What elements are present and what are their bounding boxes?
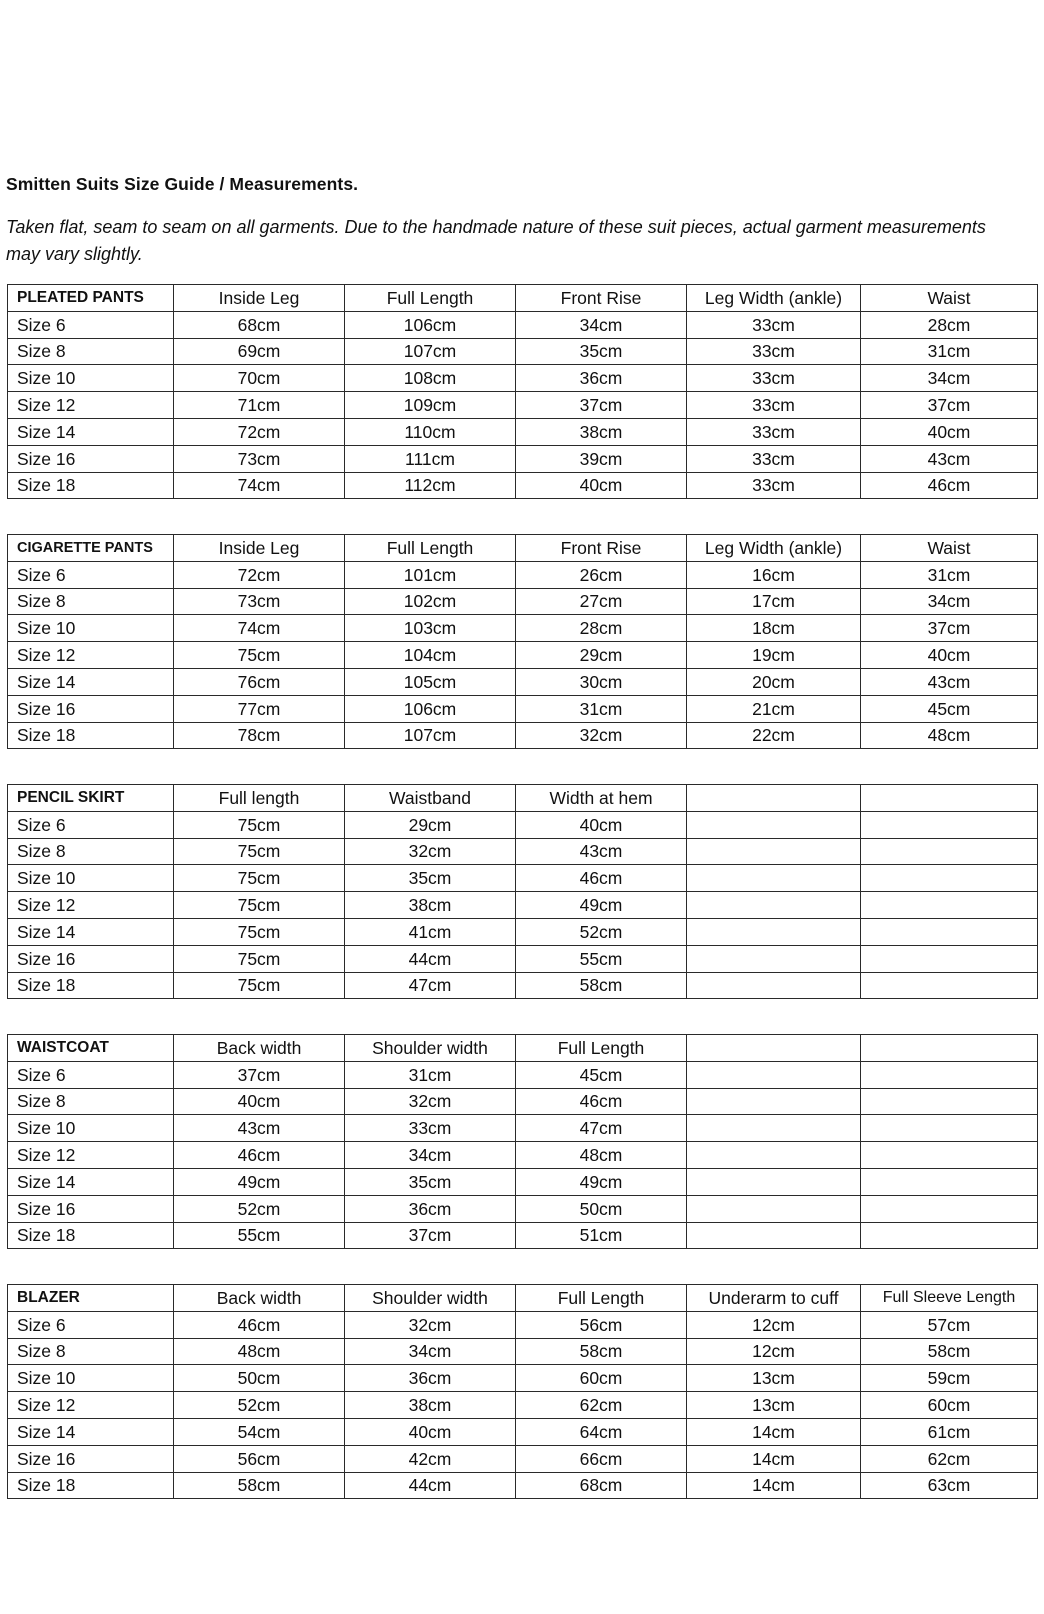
size-label: Size 8 bbox=[8, 838, 174, 865]
empty-cell bbox=[687, 1115, 861, 1142]
size-label: Size 6 bbox=[8, 311, 174, 338]
empty-cell bbox=[687, 785, 861, 812]
size-label: Size 6 bbox=[8, 1311, 174, 1338]
size-label: Size 8 bbox=[8, 338, 174, 365]
size-label: Size 14 bbox=[8, 418, 174, 445]
measurement-cell: 12cm bbox=[687, 1338, 861, 1365]
column-header: Leg Width (ankle) bbox=[687, 285, 861, 312]
measurement-cell: 50cm bbox=[516, 1195, 687, 1222]
empty-cell bbox=[687, 1222, 861, 1249]
measurement-cell: 58cm bbox=[861, 1338, 1038, 1365]
measurement-cell: 28cm bbox=[516, 615, 687, 642]
garment-name: PENCIL SKIRT bbox=[8, 785, 174, 812]
empty-cell bbox=[687, 1168, 861, 1195]
waistcoat-table bbox=[7, 1034, 1038, 1249]
measurement-cell: 72cm bbox=[174, 561, 345, 588]
table-row bbox=[8, 945, 1038, 972]
column-header: Full Length bbox=[516, 1285, 687, 1312]
size-label: Size 16 bbox=[8, 445, 174, 472]
measurement-cell: 32cm bbox=[345, 1088, 516, 1115]
empty-cell bbox=[861, 1088, 1038, 1115]
measurement-cell: 37cm bbox=[174, 1061, 345, 1088]
measurement-cell: 30cm bbox=[516, 668, 687, 695]
measurement-cell: 110cm bbox=[345, 418, 516, 445]
measurement-cell: 36cm bbox=[345, 1365, 516, 1392]
measurement-cell: 31cm bbox=[345, 1061, 516, 1088]
measurement-cell: 51cm bbox=[516, 1222, 687, 1249]
measurement-cell: 13cm bbox=[687, 1392, 861, 1419]
garment-name: BLAZER bbox=[8, 1285, 174, 1312]
measurement-cell: 32cm bbox=[516, 722, 687, 749]
measurement-cell: 106cm bbox=[345, 311, 516, 338]
table-row bbox=[8, 588, 1038, 615]
measurement-cell: 68cm bbox=[516, 1472, 687, 1499]
size-label: Size 14 bbox=[8, 1168, 174, 1195]
table-row bbox=[8, 1222, 1038, 1249]
measurement-cell: 14cm bbox=[687, 1418, 861, 1445]
table-row bbox=[8, 722, 1038, 749]
size-label: Size 18 bbox=[8, 972, 174, 999]
measurement-cell: 75cm bbox=[174, 972, 345, 999]
table-row bbox=[8, 865, 1038, 892]
measurement-cell: 60cm bbox=[861, 1392, 1038, 1419]
measurement-cell: 58cm bbox=[516, 972, 687, 999]
garment-name: PLEATED PANTS bbox=[8, 285, 174, 312]
size-label: Size 16 bbox=[8, 695, 174, 722]
measurement-cell: 33cm bbox=[687, 445, 861, 472]
measurement-cell: 33cm bbox=[687, 392, 861, 419]
table-row bbox=[8, 392, 1038, 419]
measurement-cell: 54cm bbox=[174, 1418, 345, 1445]
table-row bbox=[8, 1418, 1038, 1445]
measurement-cell: 29cm bbox=[345, 811, 516, 838]
column-header: Underarm to cuff bbox=[687, 1285, 861, 1312]
column-header: Front Rise bbox=[516, 535, 687, 562]
empty-cell bbox=[861, 1035, 1038, 1062]
empty-cell bbox=[861, 1222, 1038, 1249]
measurement-cell: 107cm bbox=[345, 722, 516, 749]
measurement-cell: 35cm bbox=[345, 865, 516, 892]
measurement-cell: 52cm bbox=[174, 1195, 345, 1222]
table-header-row bbox=[8, 535, 1038, 562]
measurement-cell: 34cm bbox=[861, 588, 1038, 615]
measurement-cell: 52cm bbox=[174, 1392, 345, 1419]
measurement-cell: 45cm bbox=[516, 1061, 687, 1088]
measurement-cell: 48cm bbox=[174, 1338, 345, 1365]
table-row bbox=[8, 668, 1038, 695]
measurement-cell: 33cm bbox=[687, 472, 861, 499]
measurement-cell: 27cm bbox=[516, 588, 687, 615]
page-title: Smitten Suits Size Guide / Measurements. bbox=[6, 174, 359, 194]
measurement-cell: 46cm bbox=[516, 1088, 687, 1115]
table-row bbox=[8, 1168, 1038, 1195]
garment-name: WAISTCOAT bbox=[8, 1035, 174, 1062]
empty-cell bbox=[687, 1061, 861, 1088]
measurement-cell: 49cm bbox=[516, 892, 687, 919]
measurement-cell: 111cm bbox=[345, 445, 516, 472]
measurement-cell: 33cm bbox=[687, 365, 861, 392]
measurement-cell: 38cm bbox=[516, 418, 687, 445]
measurement-cell: 42cm bbox=[345, 1445, 516, 1472]
measurement-cell: 112cm bbox=[345, 472, 516, 499]
table-row bbox=[8, 1061, 1038, 1088]
measurement-cell: 77cm bbox=[174, 695, 345, 722]
size-label: Size 6 bbox=[8, 811, 174, 838]
table-row bbox=[8, 1392, 1038, 1419]
measurement-cell: 63cm bbox=[861, 1472, 1038, 1499]
measurement-cell: 14cm bbox=[687, 1472, 861, 1499]
measurement-cell: 29cm bbox=[516, 642, 687, 669]
measurement-cell: 46cm bbox=[174, 1142, 345, 1169]
measurement-cell: 49cm bbox=[174, 1168, 345, 1195]
measurement-cell: 31cm bbox=[861, 338, 1038, 365]
measurement-cell: 40cm bbox=[861, 642, 1038, 669]
measurement-cell: 34cm bbox=[345, 1338, 516, 1365]
column-header: Shoulder width bbox=[345, 1035, 516, 1062]
measurement-cell: 19cm bbox=[687, 642, 861, 669]
measurement-cell: 39cm bbox=[516, 445, 687, 472]
measurement-cell: 40cm bbox=[174, 1088, 345, 1115]
measurement-cell: 46cm bbox=[174, 1311, 345, 1338]
empty-cell bbox=[861, 1168, 1038, 1195]
size-label: Size 18 bbox=[8, 1472, 174, 1499]
size-label: Size 6 bbox=[8, 561, 174, 588]
empty-cell bbox=[687, 892, 861, 919]
measurement-cell: 34cm bbox=[516, 311, 687, 338]
measurement-cell: 35cm bbox=[516, 338, 687, 365]
column-header: Back width bbox=[174, 1035, 345, 1062]
size-label: Size 16 bbox=[8, 1445, 174, 1472]
measurement-cell: 41cm bbox=[345, 918, 516, 945]
empty-cell bbox=[687, 865, 861, 892]
measurement-cell: 76cm bbox=[174, 668, 345, 695]
size-label: Size 16 bbox=[8, 945, 174, 972]
size-label: Size 12 bbox=[8, 1142, 174, 1169]
measurement-cell: 75cm bbox=[174, 642, 345, 669]
measurement-cell: 21cm bbox=[687, 695, 861, 722]
garment-name: CIGARETTE PANTS bbox=[8, 535, 174, 562]
empty-cell bbox=[861, 785, 1038, 812]
table-row bbox=[8, 311, 1038, 338]
measurement-cell: 74cm bbox=[174, 615, 345, 642]
measurement-cell: 58cm bbox=[174, 1472, 345, 1499]
measurement-cell: 40cm bbox=[516, 811, 687, 838]
column-header: Leg Width (ankle) bbox=[687, 535, 861, 562]
measurement-cell: 36cm bbox=[345, 1195, 516, 1222]
empty-cell bbox=[687, 1142, 861, 1169]
measurement-cell: 40cm bbox=[345, 1418, 516, 1445]
measurement-cell: 17cm bbox=[687, 588, 861, 615]
measurement-cell: 16cm bbox=[687, 561, 861, 588]
size-label: Size 16 bbox=[8, 1195, 174, 1222]
measurement-cell: 43cm bbox=[861, 445, 1038, 472]
measurement-cell: 31cm bbox=[516, 695, 687, 722]
size-label: Size 8 bbox=[8, 1088, 174, 1115]
table-header-row bbox=[8, 1035, 1038, 1062]
measurement-cell: 50cm bbox=[174, 1365, 345, 1392]
measurement-cell: 32cm bbox=[345, 1311, 516, 1338]
empty-cell bbox=[687, 945, 861, 972]
pleated-pants-table bbox=[7, 284, 1038, 499]
table-row bbox=[8, 642, 1038, 669]
measurement-cell: 62cm bbox=[861, 1445, 1038, 1472]
measurement-cell: 20cm bbox=[687, 668, 861, 695]
measurement-cell: 37cm bbox=[516, 392, 687, 419]
measurement-cell: 52cm bbox=[516, 918, 687, 945]
column-header: Inside Leg bbox=[174, 285, 345, 312]
measurement-cell: 75cm bbox=[174, 811, 345, 838]
measurement-cell: 64cm bbox=[516, 1418, 687, 1445]
table-row bbox=[8, 1311, 1038, 1338]
table-row bbox=[8, 811, 1038, 838]
size-label: Size 18 bbox=[8, 472, 174, 499]
pencil-skirt-table bbox=[7, 784, 1038, 999]
measurement-cell: 38cm bbox=[345, 1392, 516, 1419]
table-row bbox=[8, 918, 1038, 945]
empty-cell bbox=[687, 918, 861, 945]
size-label: Size 12 bbox=[8, 1392, 174, 1419]
empty-cell bbox=[687, 838, 861, 865]
size-label: Size 12 bbox=[8, 392, 174, 419]
table-row bbox=[8, 561, 1038, 588]
column-header: Full Length bbox=[516, 1035, 687, 1062]
empty-cell bbox=[861, 945, 1038, 972]
table-row bbox=[8, 1115, 1038, 1142]
measurement-cell: 32cm bbox=[345, 838, 516, 865]
table-row bbox=[8, 365, 1038, 392]
measurement-cell: 74cm bbox=[174, 472, 345, 499]
measurement-cell: 75cm bbox=[174, 945, 345, 972]
measurement-cell: 70cm bbox=[174, 365, 345, 392]
measurement-cell: 40cm bbox=[516, 472, 687, 499]
measurement-cell: 38cm bbox=[345, 892, 516, 919]
measurement-cell: 56cm bbox=[516, 1311, 687, 1338]
empty-cell bbox=[861, 972, 1038, 999]
empty-cell bbox=[687, 1195, 861, 1222]
table-row bbox=[8, 1472, 1038, 1499]
measurement-cell: 47cm bbox=[516, 1115, 687, 1142]
measurement-cell: 49cm bbox=[516, 1168, 687, 1195]
measurement-cell: 37cm bbox=[861, 392, 1038, 419]
measurement-cell: 18cm bbox=[687, 615, 861, 642]
measurement-cell: 78cm bbox=[174, 722, 345, 749]
measurement-cell: 75cm bbox=[174, 918, 345, 945]
column-header: Full length bbox=[174, 785, 345, 812]
measurement-cell: 48cm bbox=[516, 1142, 687, 1169]
measurement-cell: 108cm bbox=[345, 365, 516, 392]
measurement-cell: 28cm bbox=[861, 311, 1038, 338]
table-row bbox=[8, 1142, 1038, 1169]
empty-cell bbox=[687, 972, 861, 999]
measurement-cell: 26cm bbox=[516, 561, 687, 588]
size-label: Size 18 bbox=[8, 1222, 174, 1249]
table-row bbox=[8, 472, 1038, 499]
measurement-cell: 12cm bbox=[687, 1311, 861, 1338]
empty-cell bbox=[861, 865, 1038, 892]
table-header-row bbox=[8, 285, 1038, 312]
column-header: Waistband bbox=[345, 785, 516, 812]
size-label: Size 18 bbox=[8, 722, 174, 749]
measurement-cell: 62cm bbox=[516, 1392, 687, 1419]
size-label: Size 10 bbox=[8, 865, 174, 892]
empty-cell bbox=[861, 1195, 1038, 1222]
table-row bbox=[8, 338, 1038, 365]
table-row bbox=[8, 972, 1038, 999]
measurement-cell: 73cm bbox=[174, 588, 345, 615]
measurement-cell: 102cm bbox=[345, 588, 516, 615]
empty-cell bbox=[687, 811, 861, 838]
measurement-cell: 75cm bbox=[174, 838, 345, 865]
measurement-cell: 46cm bbox=[861, 472, 1038, 499]
measurement-cell: 44cm bbox=[345, 945, 516, 972]
table-row bbox=[8, 1195, 1038, 1222]
cigarette-pants-table bbox=[7, 534, 1038, 749]
size-label: Size 10 bbox=[8, 615, 174, 642]
empty-cell bbox=[861, 892, 1038, 919]
empty-cell bbox=[861, 1115, 1038, 1142]
measurement-cell: 43cm bbox=[174, 1115, 345, 1142]
size-label: Size 10 bbox=[8, 1365, 174, 1392]
measurement-cell: 105cm bbox=[345, 668, 516, 695]
measurement-cell: 72cm bbox=[174, 418, 345, 445]
measurement-cell: 107cm bbox=[345, 338, 516, 365]
measurement-cell: 14cm bbox=[687, 1445, 861, 1472]
measurement-cell: 69cm bbox=[174, 338, 345, 365]
empty-cell bbox=[861, 811, 1038, 838]
measurement-cell: 34cm bbox=[345, 1142, 516, 1169]
measurement-cell: 36cm bbox=[516, 365, 687, 392]
measurement-cell: 48cm bbox=[861, 722, 1038, 749]
measurement-cell: 33cm bbox=[687, 418, 861, 445]
empty-cell bbox=[687, 1035, 861, 1062]
measurement-cell: 104cm bbox=[345, 642, 516, 669]
measurement-cell: 43cm bbox=[516, 838, 687, 865]
size-label: Size 6 bbox=[8, 1061, 174, 1088]
intro-text: Taken flat, seam to seam on all garments. Due to the handmade nature of these suit pieces, actual garment measurements may vary slightly. bbox=[6, 217, 986, 264]
blazer-table bbox=[7, 1284, 1038, 1499]
measurement-cell: 43cm bbox=[861, 668, 1038, 695]
measurement-cell: 31cm bbox=[861, 561, 1038, 588]
empty-cell bbox=[861, 1061, 1038, 1088]
column-header: Waist bbox=[861, 535, 1038, 562]
column-header: Full Length bbox=[345, 285, 516, 312]
table-row bbox=[8, 1365, 1038, 1392]
table-row bbox=[8, 445, 1038, 472]
empty-cell bbox=[861, 1142, 1038, 1169]
table-row bbox=[8, 1445, 1038, 1472]
measurement-cell: 106cm bbox=[345, 695, 516, 722]
measurement-cell: 75cm bbox=[174, 892, 345, 919]
column-header: Shoulder width bbox=[345, 1285, 516, 1312]
table-row bbox=[8, 1338, 1038, 1365]
table-row bbox=[8, 838, 1038, 865]
measurement-cell: 37cm bbox=[345, 1222, 516, 1249]
measurement-cell: 101cm bbox=[345, 561, 516, 588]
empty-cell bbox=[861, 918, 1038, 945]
size-label: Size 14 bbox=[8, 918, 174, 945]
column-header: Waist bbox=[861, 285, 1038, 312]
measurement-cell: 55cm bbox=[174, 1222, 345, 1249]
empty-cell bbox=[861, 838, 1038, 865]
measurement-cell: 56cm bbox=[174, 1445, 345, 1472]
size-label: Size 12 bbox=[8, 892, 174, 919]
table-header-row bbox=[8, 1285, 1038, 1312]
measurement-cell: 40cm bbox=[861, 418, 1038, 445]
size-label: Size 10 bbox=[8, 1115, 174, 1142]
empty-cell bbox=[687, 1088, 861, 1115]
size-label: Size 12 bbox=[8, 642, 174, 669]
measurement-cell: 73cm bbox=[174, 445, 345, 472]
measurement-cell: 75cm bbox=[174, 865, 345, 892]
table-row bbox=[8, 695, 1038, 722]
measurement-cell: 66cm bbox=[516, 1445, 687, 1472]
measurement-cell: 55cm bbox=[516, 945, 687, 972]
column-header: Front Rise bbox=[516, 285, 687, 312]
measurement-cell: 33cm bbox=[687, 338, 861, 365]
measurement-cell: 68cm bbox=[174, 311, 345, 338]
size-label: Size 14 bbox=[8, 668, 174, 695]
column-header: Full Sleeve Length bbox=[861, 1285, 1038, 1312]
table-row bbox=[8, 1088, 1038, 1115]
size-label: Size 10 bbox=[8, 365, 174, 392]
measurement-cell: 58cm bbox=[516, 1338, 687, 1365]
table-row bbox=[8, 615, 1038, 642]
measurement-cell: 57cm bbox=[861, 1311, 1038, 1338]
measurement-cell: 34cm bbox=[861, 365, 1038, 392]
measurement-cell: 37cm bbox=[861, 615, 1038, 642]
measurement-cell: 71cm bbox=[174, 392, 345, 419]
measurement-cell: 61cm bbox=[861, 1418, 1038, 1445]
size-label: Size 8 bbox=[8, 588, 174, 615]
measurement-cell: 59cm bbox=[861, 1365, 1038, 1392]
measurement-cell: 13cm bbox=[687, 1365, 861, 1392]
measurement-cell: 45cm bbox=[861, 695, 1038, 722]
measurement-cell: 109cm bbox=[345, 392, 516, 419]
table-row bbox=[8, 892, 1038, 919]
measurement-cell: 33cm bbox=[345, 1115, 516, 1142]
measurement-cell: 33cm bbox=[687, 311, 861, 338]
measurement-cell: 103cm bbox=[345, 615, 516, 642]
size-label: Size 14 bbox=[8, 1418, 174, 1445]
measurement-cell: 35cm bbox=[345, 1168, 516, 1195]
table-header-row bbox=[8, 785, 1038, 812]
measurement-cell: 44cm bbox=[345, 1472, 516, 1499]
column-header: Inside Leg bbox=[174, 535, 345, 562]
column-header: Full Length bbox=[345, 535, 516, 562]
column-header: Width at hem bbox=[516, 785, 687, 812]
size-label: Size 8 bbox=[8, 1338, 174, 1365]
measurement-cell: 47cm bbox=[345, 972, 516, 999]
measurement-cell: 46cm bbox=[516, 865, 687, 892]
table-row bbox=[8, 418, 1038, 445]
column-header: Back width bbox=[174, 1285, 345, 1312]
measurement-cell: 60cm bbox=[516, 1365, 687, 1392]
measurement-cell: 22cm bbox=[687, 722, 861, 749]
